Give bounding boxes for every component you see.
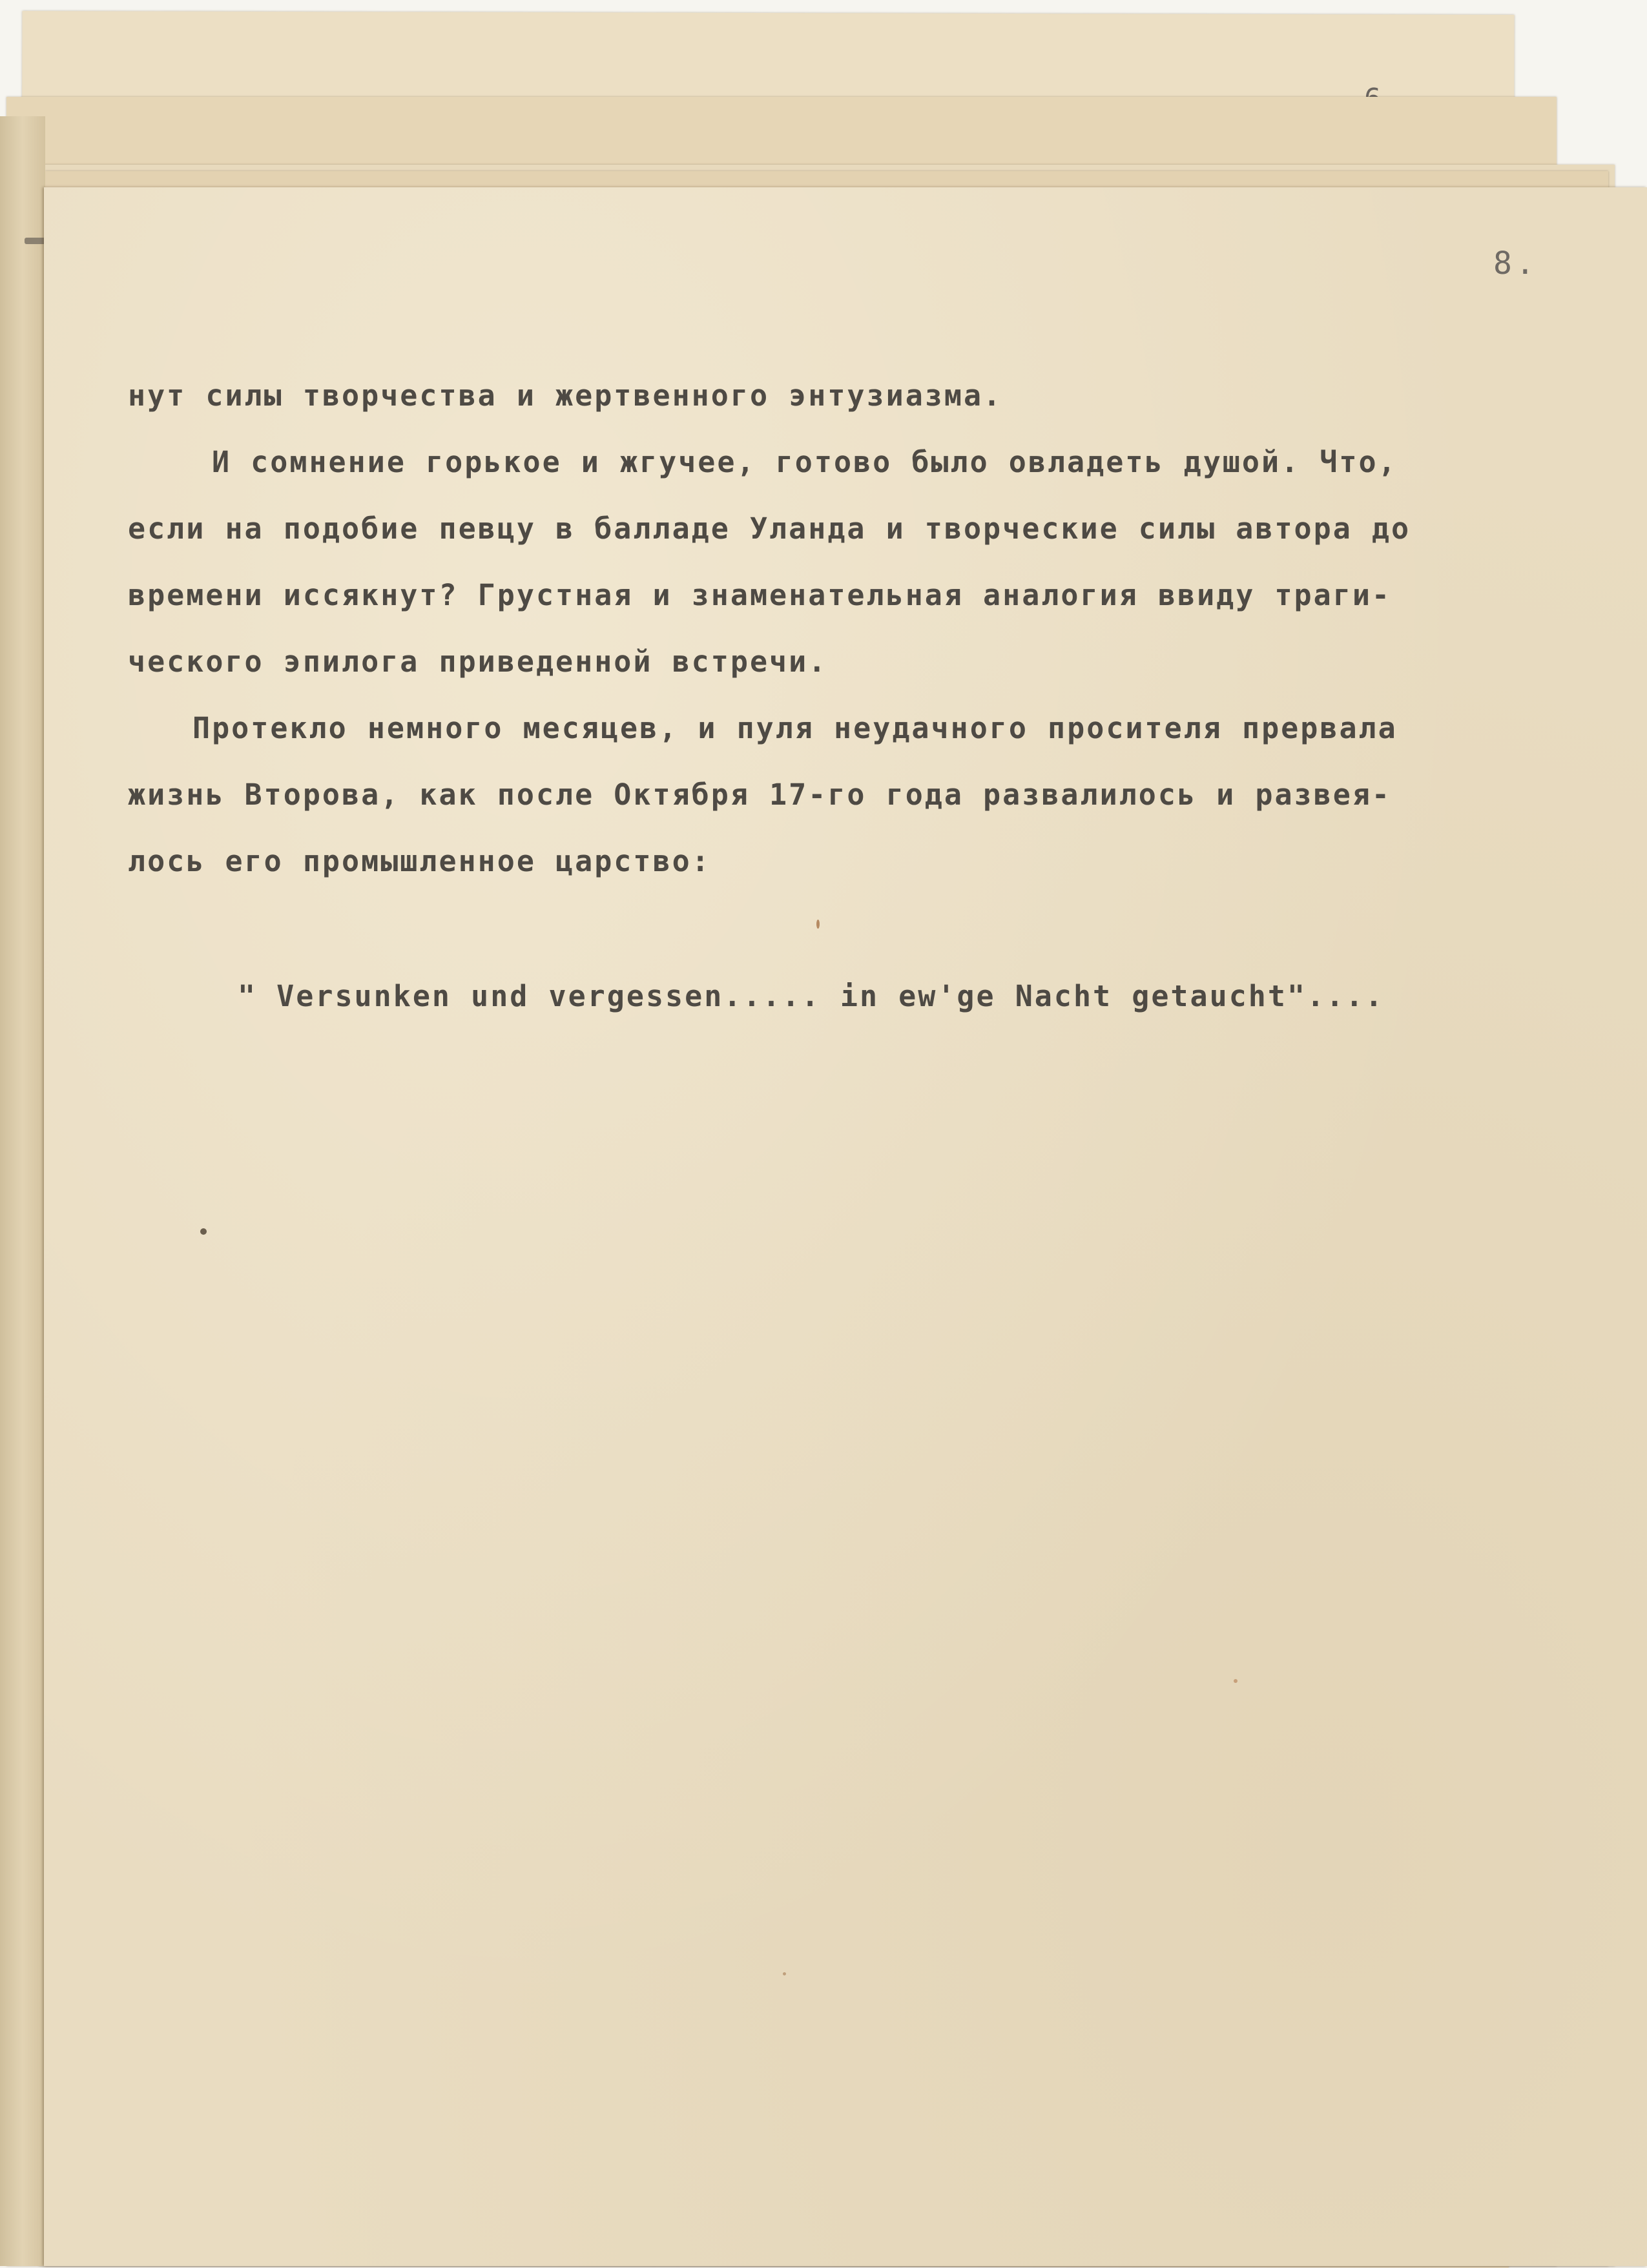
typed-page [44, 187, 1647, 2266]
text-line-7: жизнь Второва, как после Октября 17-го года развалилось и развея- [128, 778, 1391, 812]
text-line-6: Протекло немного месяцев, и пуля неудачного просителя прервала [192, 711, 1398, 745]
text-line-2: И сомнение горькое и жгучее, готово было овладеть душой. Что, [212, 445, 1398, 479]
text-line-5: ческого эпилога приведенной встречи. [128, 644, 828, 679]
paper-speck [783, 1972, 786, 1975]
paper-speck [200, 1228, 207, 1235]
text-line-1: нут силы творчества и жертвенного энтузиазма. [128, 378, 1003, 413]
paper-speck [1234, 1679, 1238, 1683]
text-line-4: времени иссякнут? Грустная и знаменательная аналогия ввиду траги- [128, 578, 1391, 612]
text-line-8: лось его промышленное царство: [128, 844, 711, 878]
binding-strip [0, 116, 45, 2266]
text-line-3: если на подобие певцу в балладе Уланда и творческие силы автора до [128, 511, 1411, 546]
quote-line: " Versunken und vergessen..... in ew'ge Nacht getaucht".... [238, 979, 1385, 1013]
paper-speck [816, 920, 820, 929]
page-number: 8. [1493, 245, 1538, 282]
